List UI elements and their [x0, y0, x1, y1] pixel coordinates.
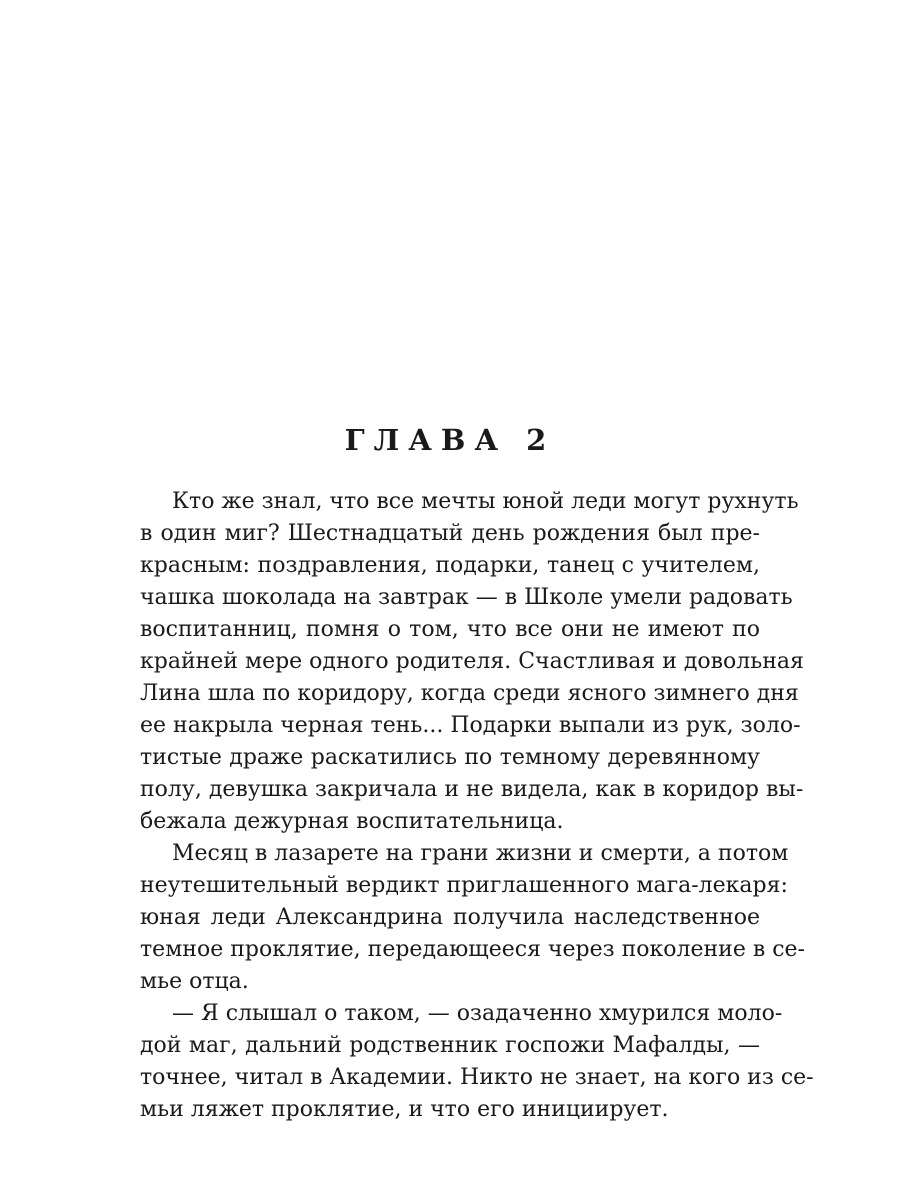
text-line: крайней мере одного родителя. Счастливая и довольная: [140, 649, 804, 674]
text-line: — Я слышал о таком, — озадаченно хмурился моло-: [172, 1001, 783, 1026]
text-line: Кто же знал, что все мечты юной леди могут рухнуть: [172, 489, 799, 514]
text-line: мье отца.: [140, 969, 249, 994]
text-line: дой маг, дальний родственник госпожи Мафалды, —: [140, 1033, 760, 1058]
text-line: тистые драже раскатились по темному деревянному: [140, 745, 760, 770]
text-line: ее накрыла черная тень... Подарки выпали из рук, золо-: [140, 713, 801, 738]
text-line: красным: поздравления, подарки, танец с учителем,: [140, 553, 760, 578]
text-line: точнее, читал в Академии. Никто не знает, на кого из се-: [140, 1065, 814, 1090]
text-line: чашка шоколада на завтрак — в Школе умели радовать: [140, 585, 793, 610]
text-line: юная леди Александрина получила наследственное: [140, 905, 760, 930]
chapter-text: [140, 486, 814, 1126]
text-line: полу, девушка закричала и не видела, как в коридор вы-: [140, 777, 804, 802]
text-line: неутешительный вердикт приглашенного мага-лекаря:: [140, 873, 788, 898]
paragraph: [140, 998, 814, 1126]
paragraph: [140, 486, 804, 838]
text-line: Месяц в лазарете на грани жизни и смерти, а потом: [172, 841, 789, 866]
chapter-title: ГЛАВА 2: [344, 423, 556, 457]
text-line: воспитанниц, помня о том, что все они не имеют по: [140, 617, 760, 642]
text-line: бежала дежурная воспитательница.: [140, 809, 564, 834]
text-line: в один миг? Шестнадцатый день рождения был пре-: [140, 521, 760, 546]
text-line: мьи ляжет проклятие, и что его инициирует.: [140, 1097, 669, 1122]
text-line: темное проклятие, передающееся через поколение в се-: [140, 937, 805, 962]
text-line: Лина шла по коридору, когда среди ясного зимнего дня: [140, 681, 799, 706]
paragraph: [140, 838, 805, 998]
